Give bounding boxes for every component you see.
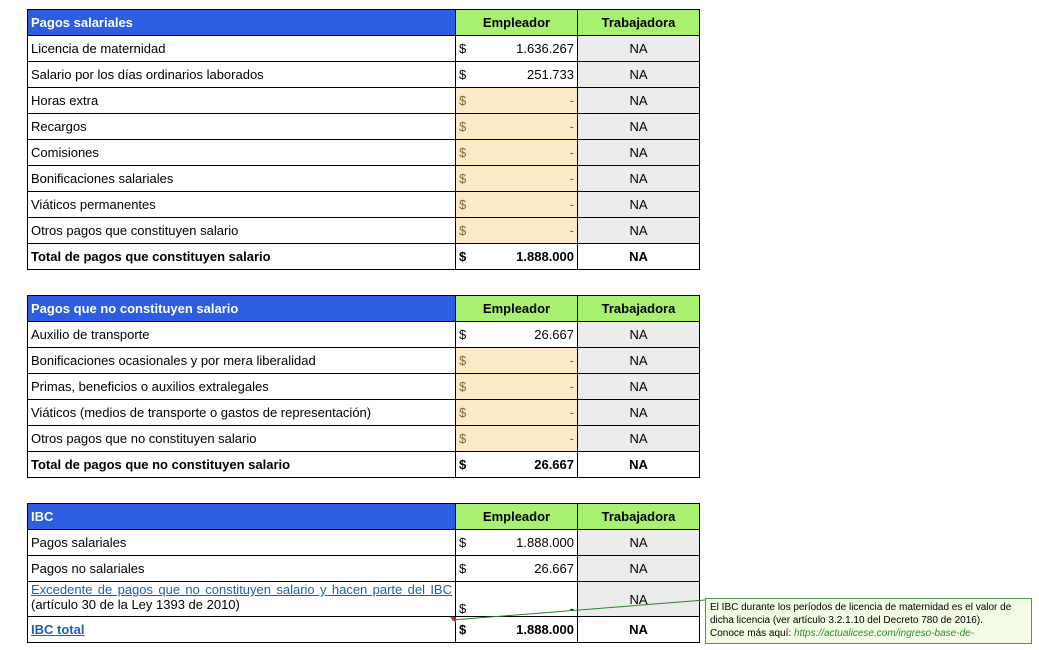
total-label[interactable]: Total de pagos que no constituyen salario (28, 452, 456, 478)
row-label[interactable]: Viáticos permanentes (28, 192, 456, 218)
comment-line: El IBC durante los períodos de licencia de maternidad es el valor de (710, 602, 1012, 613)
worker-total-cell[interactable]: NA (578, 617, 700, 643)
amount-value: - (569, 119, 574, 134)
currency-symbol: $ (459, 67, 467, 82)
row-label[interactable]: Recargos (28, 114, 456, 140)
row-label[interactable]: Primas, beneficios o auxilios extralegales (28, 374, 456, 400)
currency-symbol: $ (459, 457, 467, 472)
excess-payments-link[interactable]: Excedente de pagos que no constituyen salario y hacen parte del IBC (31, 582, 452, 597)
row-label[interactable]: Pagos salariales (28, 530, 456, 556)
amount-value: 1.636.267 (516, 41, 574, 56)
currency-symbol: $ (459, 119, 467, 134)
currency-symbol: $ (459, 197, 467, 212)
ibc-total-link[interactable]: IBC total (31, 622, 85, 637)
worker-column-header[interactable]: Trabajadora (578, 296, 700, 322)
amount-value: - (569, 197, 574, 212)
currency-symbol: $ (459, 561, 467, 576)
law-reference-note: (artículo 30 de la Ley 1393 de 2010) (31, 597, 240, 612)
row-label[interactable]: Viáticos (medios de transporte o gastos de representación) (28, 400, 456, 426)
employer-column-header[interactable]: Empleador (456, 296, 578, 322)
worker-value-cell[interactable]: NA (578, 582, 700, 617)
amount-value: - (569, 405, 574, 420)
currency-symbol: $ (459, 327, 467, 342)
currency-symbol: $ (459, 93, 467, 108)
worker-value-cell[interactable]: NA (578, 400, 700, 426)
currency-symbol: $ (459, 405, 467, 420)
row-label[interactable]: Comisiones (28, 140, 456, 166)
worker-column-header[interactable]: Trabajadora (578, 10, 700, 36)
amount-value: - (569, 379, 574, 394)
amount-value: - (569, 171, 574, 186)
worker-value-cell[interactable]: NA (578, 348, 700, 374)
amount-value: 251.733 (527, 67, 574, 82)
amount-value: 1.888.000 (516, 249, 574, 264)
amount-value: - (569, 601, 574, 616)
currency-symbol: $ (459, 353, 467, 368)
comment-line: dicha licencia (ver artículo 3.2.1.10 del Decreto 780 de 2016). (710, 615, 983, 626)
currency-symbol: $ (459, 431, 467, 446)
row-label[interactable]: Horas extra (28, 88, 456, 114)
row-label[interactable]: Pagos no salariales (28, 556, 456, 582)
comment-url-link[interactable]: https://actualicese.com/ingreso-base-de- (793, 628, 975, 639)
amount-value: - (569, 93, 574, 108)
currency-symbol: $ (459, 145, 467, 160)
currency-symbol: $ (459, 535, 467, 550)
section-title[interactable]: Pagos salariales (28, 10, 456, 36)
worker-value-cell[interactable]: NA (578, 62, 700, 88)
comment-indicator-icon[interactable] (450, 617, 456, 623)
section-title[interactable]: Pagos que no constituyen salario (28, 296, 456, 322)
row-label[interactable]: Salario por los días ordinarios laborados (28, 62, 456, 88)
employer-column-header[interactable]: Empleador (456, 504, 578, 530)
cell-comment-box[interactable] (705, 598, 1032, 644)
row-label[interactable]: Bonificaciones salariales (28, 166, 456, 192)
row-label[interactable]: Bonificaciones ocasionales y por mera liberalidad (28, 348, 456, 374)
currency-symbol: $ (459, 379, 467, 394)
worker-value-cell[interactable]: NA (578, 114, 700, 140)
worker-value-cell[interactable]: NA (578, 36, 700, 62)
worker-value-cell[interactable]: NA (578, 322, 700, 348)
worker-column-header[interactable]: Trabajadora (578, 504, 700, 530)
section-title[interactable]: IBC (28, 504, 456, 530)
amount-value: 26.667 (534, 561, 574, 576)
currency-symbol: $ (459, 223, 467, 238)
worker-value-cell[interactable]: NA (578, 192, 700, 218)
worker-value-cell[interactable]: NA (578, 530, 700, 556)
amount-value: - (569, 353, 574, 368)
worker-value-cell[interactable]: NA (578, 218, 700, 244)
worker-value-cell[interactable]: NA (578, 426, 700, 452)
worker-value-cell[interactable]: NA (578, 88, 700, 114)
employer-column-header[interactable]: Empleador (456, 10, 578, 36)
amount-value: 26.667 (534, 327, 574, 342)
worker-value-cell[interactable]: NA (578, 140, 700, 166)
worker-value-cell[interactable]: NA (578, 556, 700, 582)
currency-symbol: $ (459, 41, 467, 56)
amount-value: 26.667 (534, 457, 574, 472)
amount-value: - (569, 223, 574, 238)
amount-value: - (569, 145, 574, 160)
row-label[interactable]: Otros pagos que constituyen salario (28, 218, 456, 244)
amount-value: 1.888.000 (516, 535, 574, 550)
comment-prefix: Conoce más aquí: (710, 628, 794, 639)
currency-symbol: $ (459, 601, 467, 616)
worker-total-cell[interactable]: NA (578, 452, 700, 478)
total-label[interactable]: Total de pagos que constituyen salario (28, 244, 456, 270)
worker-value-cell[interactable]: NA (578, 166, 700, 192)
currency-symbol: $ (459, 622, 467, 637)
row-label[interactable]: Auxilio de transporte (28, 322, 456, 348)
worker-value-cell[interactable]: NA (578, 374, 700, 400)
worker-total-cell[interactable]: NA (578, 244, 700, 270)
comment-line (710, 627, 1027, 640)
amount-value: - (569, 431, 574, 446)
row-label[interactable]: Licencia de maternidad (28, 36, 456, 62)
currency-symbol: $ (459, 249, 467, 264)
amount-value: 1.888.000 (516, 622, 574, 637)
row-label[interactable]: Otros pagos que no constituyen salario (28, 426, 456, 452)
currency-symbol: $ (459, 171, 467, 186)
